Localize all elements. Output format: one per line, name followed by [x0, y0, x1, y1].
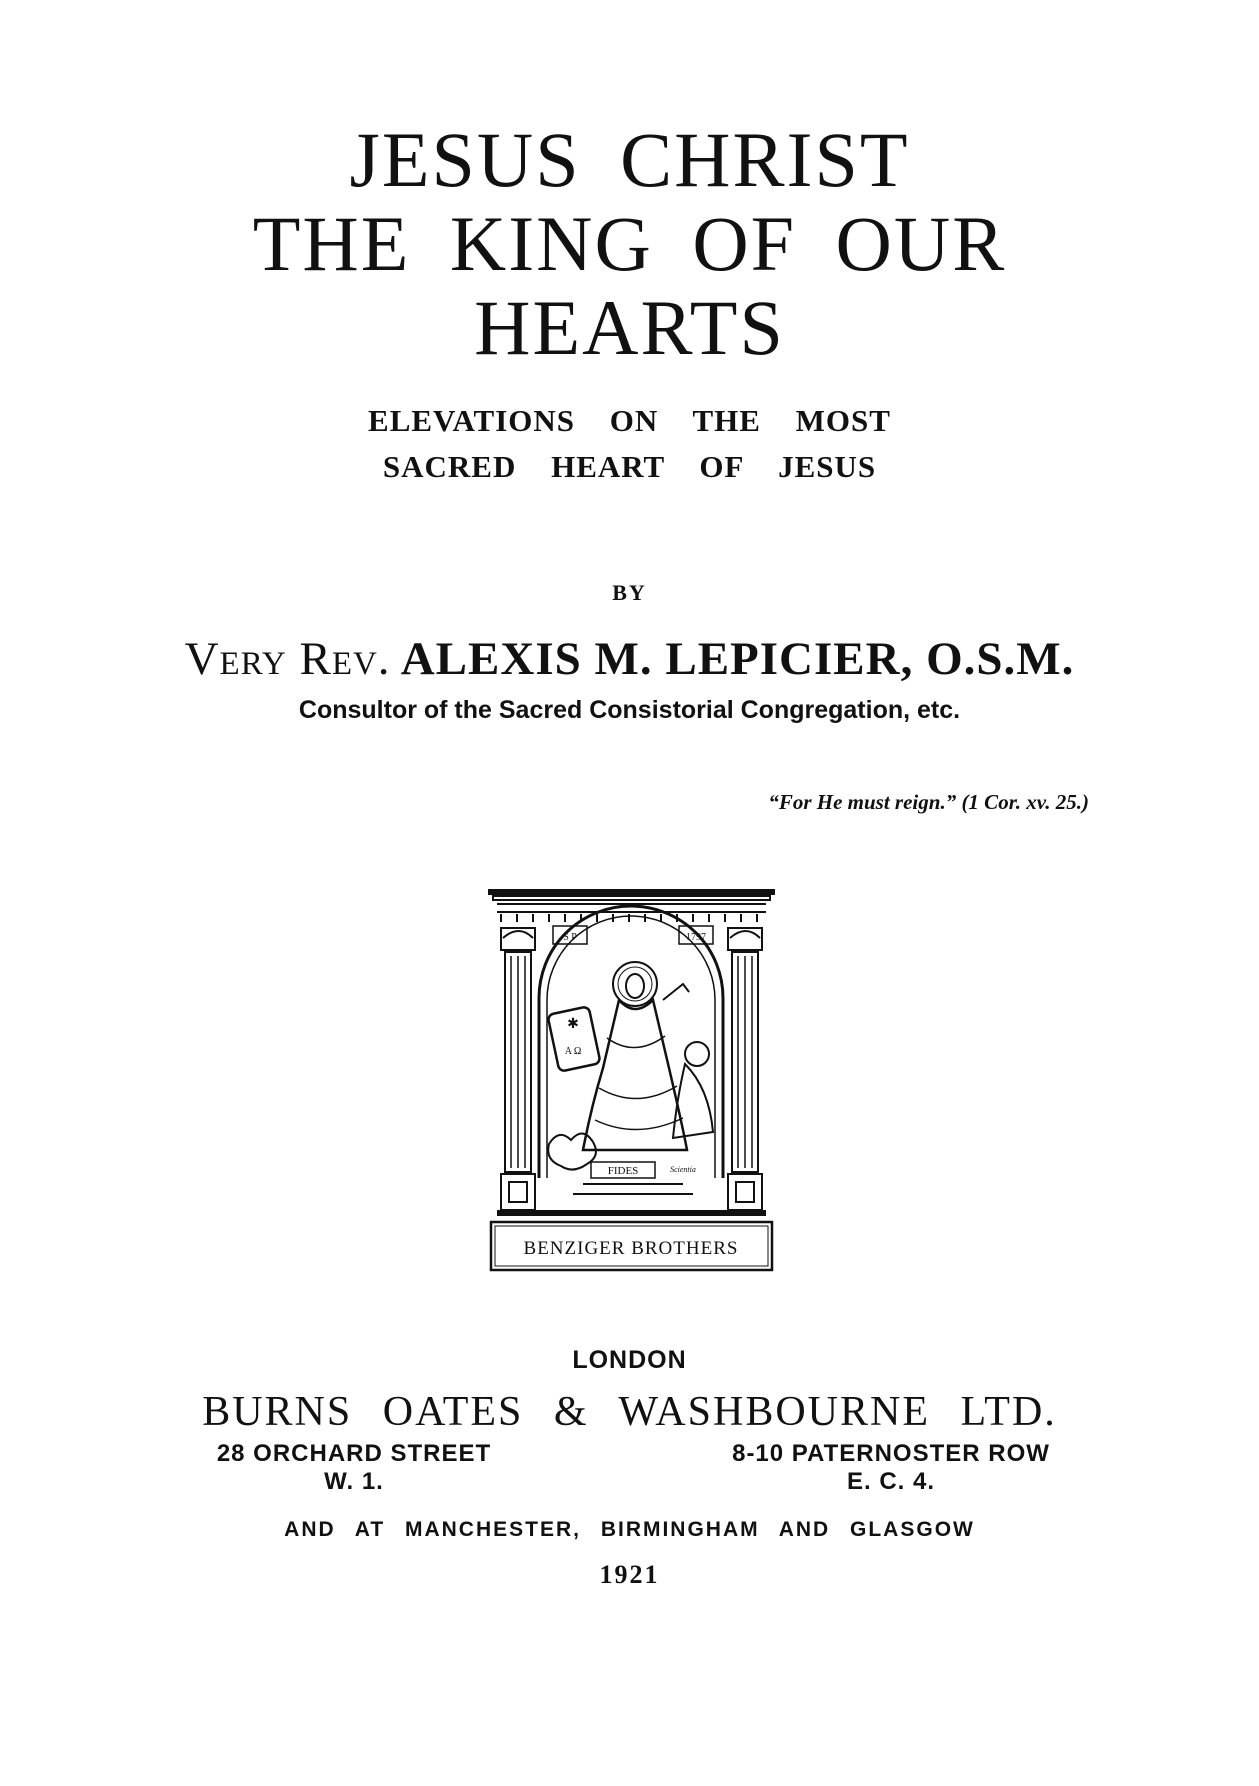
- book-title-line-3: HEARTS: [474, 284, 785, 371]
- svg-text:✱: ✱: [567, 1016, 579, 1032]
- author-name: [0, 632, 1259, 686]
- book-title: [0, 118, 1259, 370]
- address-left-district: W. 1.: [324, 1468, 384, 1495]
- branch-cities: AND AT MANCHESTER, BIRMINGHAM AND GLASGOW: [284, 1518, 975, 1541]
- publisher-name: BURNS OATES & WASHBOURNE LTD.: [202, 1389, 1057, 1435]
- cherub-cloud: [548, 1133, 596, 1169]
- book-label: A Ω: [564, 1046, 582, 1057]
- address-right-street: 8-10 PATERNOSTER ROW: [732, 1440, 1050, 1467]
- address-left-street: 28 ORCHARD STREET: [216, 1440, 492, 1467]
- address-right: [696, 1440, 1086, 1496]
- epigraph: “For He must reign.” (1 Cor. xv. 25.): [768, 790, 1089, 814]
- right-column: [728, 928, 762, 1172]
- book-subtitle: [0, 398, 1259, 490]
- publication-place: LONDON: [572, 1346, 687, 1374]
- address-left: [184, 1440, 524, 1496]
- seated-figure: [583, 1000, 687, 1150]
- emblem-cornice: [488, 889, 775, 895]
- left-column: [501, 928, 535, 1172]
- fides-banner: FIDES: [607, 1165, 639, 1177]
- publication-year: 1921: [599, 1560, 660, 1589]
- scientia-label: Scientia: [670, 1165, 696, 1174]
- benziger-imprint: BENZIGER BROTHERS: [523, 1238, 739, 1259]
- author-position: Consultor of the Sacred Consistorial Congregation, etc.: [298, 696, 961, 724]
- book-title-line-1: JESUS CHRIST: [349, 116, 910, 203]
- subtitle-line-1: ELEVATIONS ON THE MOST: [368, 403, 891, 438]
- publisher-emblem: [487, 888, 776, 1274]
- subtitle-line-2: SACRED HEART OF JESUS: [382, 449, 877, 484]
- book-title-line-2: THE KING OF OUR: [252, 200, 1007, 287]
- author-honorific: Very Rev.: [184, 633, 391, 685]
- emblem-label-left: S P: [563, 932, 577, 943]
- author-full-name: ALEXIS M. LEPICIER, O.S.M.: [400, 633, 1075, 685]
- address-right-district: E. C. 4.: [846, 1468, 936, 1495]
- by-line: BY: [612, 580, 647, 605]
- emblem-label-right: 1797: [686, 932, 706, 943]
